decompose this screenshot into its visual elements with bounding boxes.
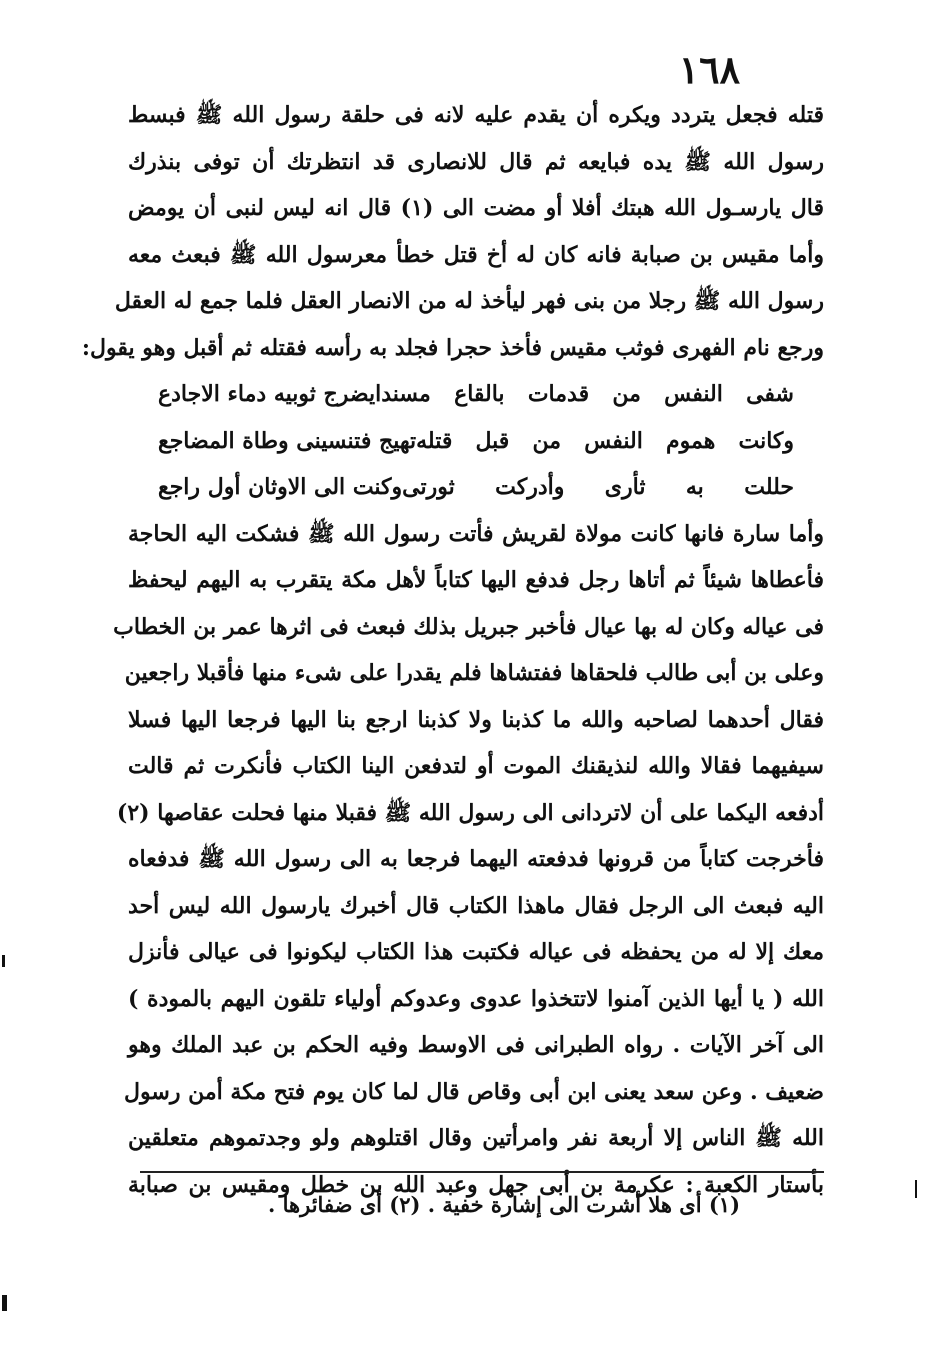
verse-left-hemistich: تهيج فتنسينى وطاة المضاجع (158, 427, 417, 454)
text-line: رسول الله ﷺ رجلا من بنى فهر ليأخذ له من الانصار العقل فلما جمع له العقل (114, 288, 824, 314)
text-line: فى عياله وكان له بها عيال فأخبر جبريل بذلك فبعث فى اثرها عمر بن الخطاب (113, 613, 824, 640)
text-line: بأستار الكعبة : عكرمة بن أبى جهل وعبد الله بن خطل ومقيس بن صبابة (128, 1171, 824, 1198)
footnote-divider (140, 1171, 824, 1173)
verse-line (128, 418, 824, 465)
text-line: وعلى بن أبى طالب فلحقاها ففتشاها فلم يقدرا على شىء منها فأقبلا راجعين (124, 660, 824, 686)
verse-right-hemistich: وكانت هموم النفس من قبل قتله (416, 427, 794, 454)
page-number: ١٦٨ (678, 47, 740, 92)
verse-left-hemistich: وكنت الى الاوثان أول راجع (158, 474, 403, 500)
text-line: رسول الله ﷺ يده فبايعه ثم قال للانصارى قد انتظرتك أن توفى بنذرك (128, 148, 824, 175)
text-line: الله ﷺ الناس إلا أربعة نفر وامرأتين وقال اقتلوهم ولو وجدتموهم متعلقين (128, 1125, 824, 1151)
verse-line (128, 464, 824, 511)
verse-left-hemistich: يضرج ثوبيه دماء الاجادع (158, 381, 376, 407)
text-line: فقال أحدهما لصاحبه والله ما كذبنا ولا كذبنا ارجع بنا اليها فرجعا اليها فسلا (128, 706, 824, 733)
verse-right-hemistich: حللت به ثأرى وأدركت ثورتى (402, 474, 794, 500)
text-line: سيفيهما فقالا والله لنذيقنك الموت أو لتدفعن الينا الكتاب فأنكرت ثم قالت (128, 753, 824, 779)
scan-mark (915, 1180, 917, 1198)
text-line: فأعطاها شيئاً ثم أتاها رجل فدفع اليها كتاباً لأهل مكة يتقرب به اليهم ليحفظ (128, 567, 824, 593)
scan-mark (2, 1295, 7, 1311)
scan-mark (2, 955, 5, 967)
text-line: قتله فجعل يتردد ويكره أن يقدم عليه لانه فى حلقة رسول الله ﷺ فبسط (128, 102, 824, 128)
text-line: الله ( يا أيها الذين آمنوا لاتتخذوا عدوى وعدوكم أولياء تلقون اليهم بالمودة ) (128, 985, 824, 1012)
text-line: وأما مقيس بن صبابة فانه كان له أخ قتل خطأ معرسول الله ﷺ فبعث معه (128, 241, 824, 268)
text-line: الى آخر الآيات . رواه الطبرانى فى الاوسط وفيه الحكم بن عبد الملك وهو (128, 1032, 824, 1058)
text-line: اليه فبعث الى الرجل فقال ماهذا الكتاب قال أخبرك يارسول الله ليس أحد (128, 892, 824, 919)
verse-right-hemistich: شفى النفس من قدمات بالقاع مسندا (375, 381, 794, 407)
text-line: ورجع نام الفهرى فوثب مقيس فأخذ حجرا فجلد به رأسه فقتله ثم أقبل وهو يقول: (81, 334, 824, 361)
text-line: فأخرجت كتاباً من قرونها فدفعته اليهما فرجعا به الى رسول الله ﷺ فدفعاه (128, 846, 824, 872)
text-line: وأما سارة فانها كانت مولاة لقريش فأتت رسول الله ﷺ فشكت اليه الحاجة (128, 520, 824, 547)
text-line: أدفعه اليكما على أن لاتردانى الى رسول الله ﷺ فقبلا منها فحلت عقاصها (٢) (116, 799, 824, 826)
footnotes: (١) أى هلا أشرت الى إشارة خفية . (٢) أى ضفائرها . (268, 1192, 740, 1217)
verse-line (128, 371, 824, 418)
text-line: معك إلا له من يحفظه فى عياله فكتبت هذا الكتاب ليكونوا فى عيالى فأنزل (128, 939, 825, 965)
text-line: قال يارسـول الله هبتك أفلا أو مضت الى (١) قال انه ليس لنبى أن يومض (128, 195, 824, 221)
text-line: ضعيف . وعن سعد يعنى ابن أبى وقاص قال لما كان يوم فتح مكة أمن رسول (124, 1078, 824, 1105)
body-text (81, 92, 825, 1208)
